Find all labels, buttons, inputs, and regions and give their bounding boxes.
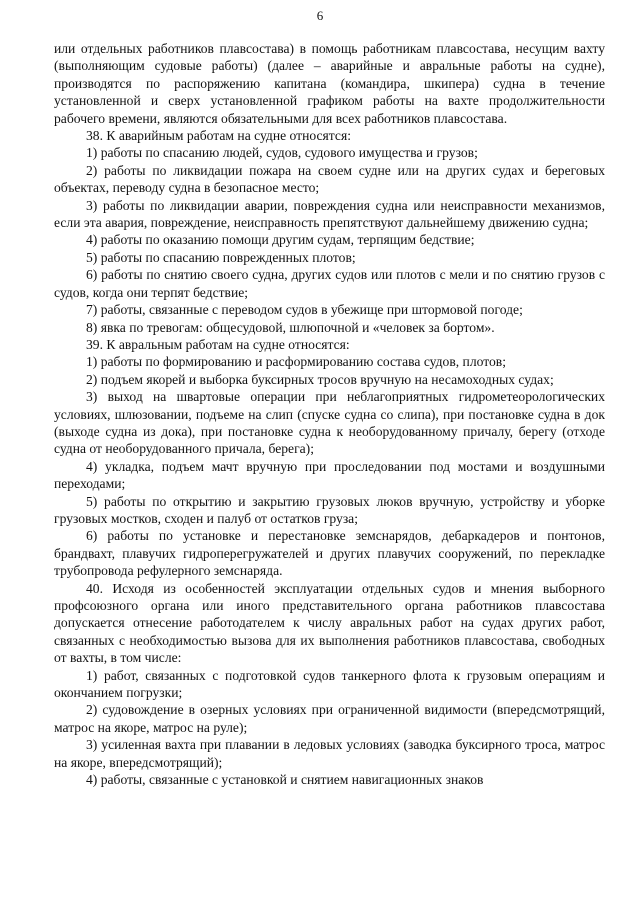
paragraph-item-40-heading: 40. Исходя из особенностей эксплуатации отдельных судов и мнения выборного профсоюзного органа или иного представительного органа работников плавсостава допускается отнесение работодателем к числу авральных работ на судах других работ, связанных с необходимостью вызова для их выполнения работников плавсостава, свободных от вахты, в том числе: [54, 580, 605, 666]
document-body [54, 40, 605, 788]
paragraph-item-40-4: 4) работы, связанные с установкой и снятием навигационных знаков [86, 772, 484, 788]
paragraph-item-38-8: 8) явка по тревогам: общесудовой, шлюпочной и «человек за бортом». [86, 319, 495, 335]
paragraph-item-40-2: 2) судовождение в озерных условиях при ограниченной видимости (впередсмотрящий, матрос на якоре, матрос на руле); [54, 702, 605, 735]
paragraph-item-38-heading: 38. К аварийным работам на судне относятся: [86, 128, 351, 144]
paragraph-item-38-6: 6) работы по снятию своего судна, других судов или плотов с мели и по снятию грузов с судов, когда они терпят бедствие; [54, 267, 605, 300]
paragraph-item-39-1: 1) работы по формированию и расформированию состава судов, плотов; [86, 354, 506, 370]
paragraph-item-39-3: 3) выход на швартовые операции при неблагоприятных гидрометеорологических условиях, шлюзовании, подъеме на слип (спуске судна со слипа), при постановке судна в док (выходе судна из дока), при постановке судна к необорудованному причалу, берегу (отходе судна от необорудованного причала, берега); [54, 389, 605, 457]
paragraph-item-40-3: 3) усиленная вахта при плавании в ледовых условиях (заводка буксирного троса, матрос на якоре, впередсмотрящий); [54, 737, 605, 770]
paragraph-item-39-2: 2) подъем якорей и выборка буксирных тросов вручную на несамоходных судах; [86, 371, 554, 387]
paragraph-item-38-2: 2) работы по ликвидации пожара на своем судне или на других судах и береговых объектах, переводу судна в безопасное место; [54, 162, 605, 196]
paragraph-item-39-4: 4) укладка, подъем мачт вручную при проследовании под мостами и воздушными переходами; [54, 458, 605, 492]
paragraph-item-39-heading: 39. К авральным работам на судне относятся: [86, 336, 350, 352]
paragraph-item-39-6: 6) работы по установке и перестановке земснарядов, дебаркадеров и понтонов, брандвахт, плавучих гидроперегружателей и других плавучих сооружений, по перекладке трубопровода рефулерного земснаряда. [54, 528, 605, 579]
paragraph-item-38-7: 7) работы, связанные с переводом судов в убежище при штормовой погоде; [86, 302, 523, 318]
paragraph-item-38-5: 5) работы по спасанию поврежденных плотов; [86, 249, 356, 265]
page-number: 6 [316, 8, 324, 23]
paragraph-item-38-1: 1) работы по спасанию людей, судов, судового имущества и грузов; [86, 145, 478, 161]
paragraph-item-40-1: 1) работ, связанных с подготовкой судов танкерного флота к грузовым операциям и окончанием погрузки; [54, 667, 605, 701]
paragraph-item-39-5: 5) работы по открытию и закрытию грузовых люков вручную, устройству и уборке грузовых мостков, сходен и палуб от остатков груза; [54, 493, 605, 526]
paragraph-continuation: или отдельных работников плавсостава) в помощь работникам плавсостава, несущим вахту (выполняющим судовые работы) (далее – аварийные и авральные работы на судне), производятся по распоряжению капитана (командира, шкипера) судна в течение установленной и сверх установленной графиком работы на вахте продолжительности рабочего времени, являются обязательными для всех работников плавсостава. [54, 41, 605, 126]
paragraph-item-38-4: 4) работы по оказанию помощи другим судам, терпящим бедствие; [86, 232, 475, 248]
paragraph-item-38-3: 3) работы по ликвидации аварии, повреждения судна или неисправности механизмов, если эта авария, повреждение, неисправность препятствуют дальнейшему движению судна; [54, 197, 605, 231]
